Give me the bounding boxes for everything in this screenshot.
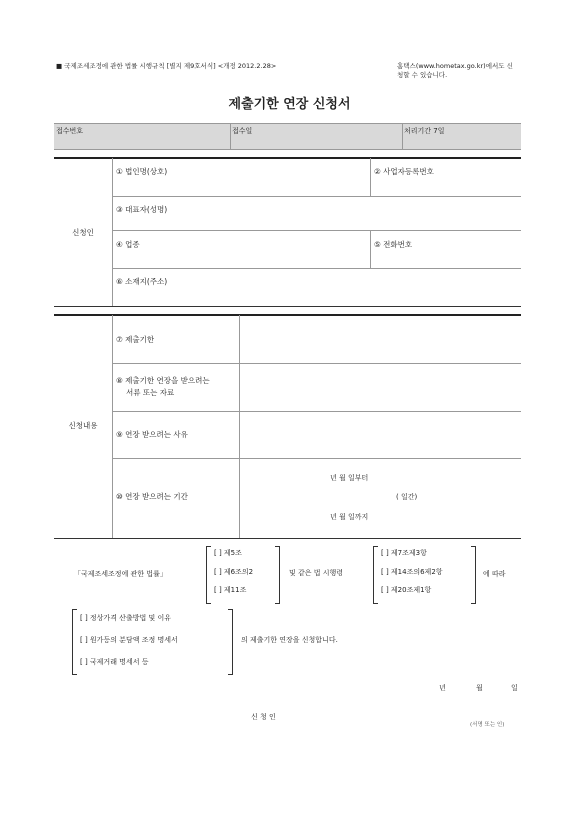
applicant-line-2: [112, 230, 521, 231]
applicant-label-divider: [112, 158, 113, 306]
form-reference: [56, 62, 276, 71]
receipt-divider-1: [230, 123, 231, 149]
sign-day[interactable]: 일: [511, 684, 518, 692]
applicant-line-1: [112, 196, 521, 197]
receipt-bottom-line: [54, 149, 521, 150]
period-label: ⑩ 연장 받으려는 기간: [116, 492, 188, 501]
corp-name-field[interactable]: ① 법인명(상호): [116, 167, 168, 176]
according-text: 에 따라: [483, 570, 506, 578]
address-field[interactable]: ⑥ 소재지(주소): [116, 277, 168, 286]
business-type-field[interactable]: ④ 업종: [116, 240, 140, 249]
business-row-divider: [370, 230, 371, 268]
deadline-label: ⑦ 제출기한: [116, 335, 155, 344]
request-text: 의 제출기한 연장을 신청합니다.: [241, 636, 338, 644]
phone-field[interactable]: ⑤ 전화번호: [374, 240, 413, 249]
applicant-top-line: [54, 157, 521, 159]
law-name: 「국제조세조정에 관한 법률」: [74, 570, 167, 578]
bullet-icon: ■: [56, 62, 63, 70]
decree-14-6-2-checkbox[interactable]: [ ] 제14조의6제2항: [381, 568, 443, 576]
law-connector: 및 같은 법 시행령: [289, 569, 344, 577]
docs-label-line2: 서류 또는 자료: [126, 388, 175, 397]
period-from[interactable]: 년 월 일부터: [330, 474, 369, 482]
doc-arm-length-checkbox[interactable]: [ ] 정상가격 산출방법 및 이유: [80, 614, 171, 622]
representative-field[interactable]: ③ 대표자(성명): [116, 205, 168, 214]
application-top-line: [54, 314, 521, 316]
period-to[interactable]: 년 월 일까지: [330, 513, 369, 521]
article-6-2-checkbox[interactable]: [ ] 제6조의2: [214, 568, 254, 576]
law-bracket-right: [275, 546, 280, 604]
docs-label-line1: ⑧ 제출기한 연장을 받으려는: [116, 376, 210, 385]
application-bottom-line: [54, 538, 521, 539]
page-title: 제출기한 연장 신청서: [228, 97, 351, 112]
period-days[interactable]: ( 일간): [396, 493, 418, 501]
sign-year[interactable]: 년: [439, 684, 446, 692]
hometax-notice-line2: 청할 수 있습니다.: [397, 71, 448, 79]
docs-bracket-right: [228, 609, 233, 675]
decree-bracket-left: [373, 546, 378, 604]
sign-month[interactable]: 월: [476, 684, 483, 692]
application-line-3: [112, 458, 521, 459]
article-5-checkbox[interactable]: [ ] 제5조: [214, 549, 242, 557]
doc-cost-share-checkbox[interactable]: [ ] 원가등의 분담액 조정 명세서: [80, 636, 178, 644]
application-label-divider: [112, 315, 113, 538]
decree-7-3-checkbox[interactable]: [ ] 제7조제3항: [381, 549, 427, 557]
decree-20-1-checkbox[interactable]: [ ] 제20조제1항: [381, 586, 432, 594]
article-11-checkbox[interactable]: [ ] 제11조: [214, 586, 247, 594]
receipt-number-label: 접수번호: [56, 127, 84, 135]
application-line-1: [112, 363, 521, 364]
form-reference-text: 국제조세조정에 관한 법률 시행규칙 [별지 제9호서식] <개정 2012.2.28>: [64, 62, 277, 70]
applicant-sign-label: 신 청 인: [251, 713, 276, 721]
corp-row-divider: [370, 158, 371, 196]
applicant-bottom-line: [54, 306, 521, 307]
application-section-label: 신청내용: [68, 421, 98, 430]
receipt-divider-2: [402, 123, 403, 149]
hometax-notice-line1: 홈택스(www.hometax.go.kr)에서도 신: [397, 62, 513, 70]
decree-bracket-right: [471, 546, 476, 604]
application-line-2: [112, 411, 521, 412]
processing-period-label: 처리기간 7일: [404, 127, 445, 135]
application-value-divider: [239, 315, 240, 538]
law-bracket-left: [206, 546, 211, 604]
receipt-date-label: 접수일: [232, 127, 253, 135]
docs-bracket-left: [72, 609, 77, 675]
receipt-top-line: [54, 123, 521, 124]
sign-note[interactable]: (서명 또는 인): [470, 722, 505, 728]
doc-intl-transaction-checkbox[interactable]: [ ] 국제거래 명세서 등: [80, 658, 149, 666]
reason-label: ⑨ 연장 받으려는 사유: [116, 430, 188, 439]
applicant-section-label: 신청인: [72, 228, 94, 237]
applicant-line-3: [112, 268, 521, 269]
biz-reg-no-field[interactable]: ② 사업자등록번호: [374, 167, 434, 176]
hometax-notice: [397, 62, 532, 80]
receipt-bar: [54, 123, 521, 149]
